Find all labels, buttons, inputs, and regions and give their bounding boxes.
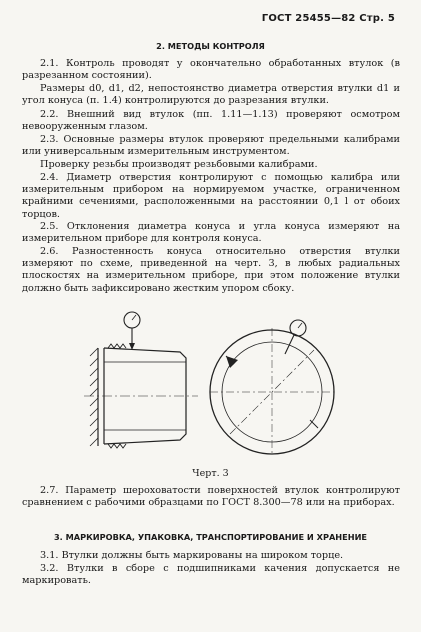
paragraph-2-6: 2.6. Разностенность конуса относительно отверстия втулки измеряют по схеме, приведенной на черт. 3, в любых радиальных плоскостях на измерительном приборе, при этом положение втулки должно быть зафиксировано жестким упором сбоку. (22, 246, 400, 294)
paragraph-2-5: 2.5. Отклонения диаметра конуса и угла конуса измеряют на измерительном приборе для контроля конуса. (22, 221, 400, 245)
paragraph-3-2: 3.2. Втулки в сборе с подшипниками качения допускается не маркировать. (22, 563, 400, 587)
paragraph-2-7: 2.7. Параметр шероховатости поверхностей втулок контролируют сравнением с рабочими образцами по ГОСТ 8.300—78 или на приборах. (22, 485, 400, 509)
paragraph-thread: Проверку резьбы производят резьбовыми калибрами. (40, 159, 318, 170)
paragraph-sizes: Размеры d0, d1, d2, непостоянство диаметра отверстия втулки d1 и угол конуса (п. 1.4) контролируются до разрезания втулки. (22, 83, 400, 107)
page-header: ГОСТ 25455—82 Стр. 5 (261, 13, 395, 24)
section-3-title: 3. МАРКИРОВКА, УПАКОВКА, ТРАНСПОРТИРОВАНИЕ И ХРАНЕНИЕ (53, 532, 368, 542)
paragraph-2-4: 2.4. Диаметр отверстия контролируют с помощью калибра или измерительным прибором на нормируемом участке, ограниченном крайними сечениями, расположенными на расстоянии 0,1 l от обоих торцов. (22, 172, 400, 220)
paragraph-2-3: 2.3. Основные размеры втулок проверяют предельными калибрами или универсальным измерительным инструментом. (22, 134, 400, 158)
figure-3-drawing (80, 306, 350, 466)
figure-caption: Черт. 3 (192, 468, 229, 479)
section-2-title: 2. МЕТОДЫ КОНТРОЛЯ (156, 41, 265, 51)
paragraph-3-1: 3.1. Втулки должны быть маркированы на широком торце. (40, 550, 344, 561)
sleeve-section-view (84, 312, 198, 448)
paragraph-2-2: 2.2. Внешний вид втулок (пп. 1.11—1.13) проверяют осмотром невооруженным глазом. (22, 109, 400, 133)
paragraph-2-1: 2.1. Контроль проводят у окончательно обработанных втулок (в разрезанном состоянии). (22, 58, 400, 82)
ring-end-view (210, 320, 334, 456)
